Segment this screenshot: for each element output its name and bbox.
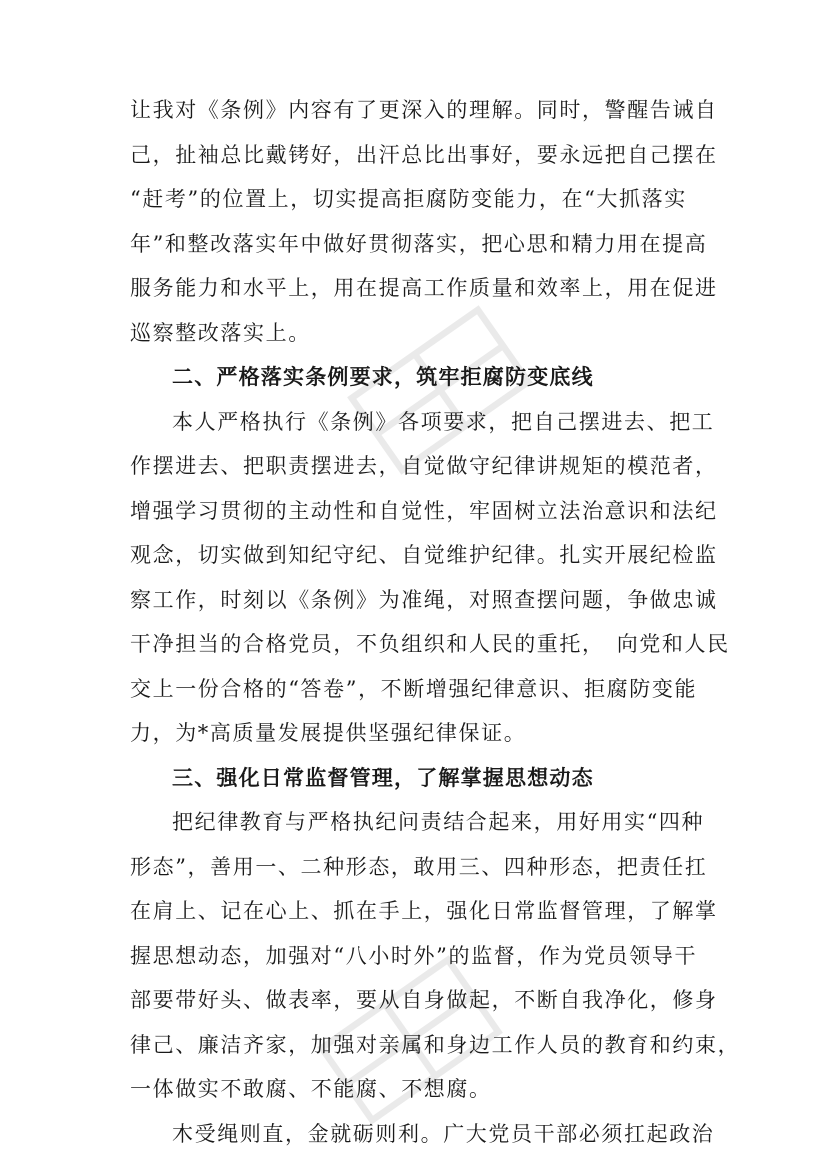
section-heading: 二、严格落实条例要求，筑牢拒腐防变底线	[172, 365, 594, 389]
paragraph-line: 形态”，善用一、二种形态，敢用三、四种形态，把责任扛	[130, 855, 708, 879]
paragraph-line: 察工作，时刻以《条例》为准绳，对照查摆问题，争做忠诚	[130, 588, 718, 612]
paragraph-line: 己，扯袖总比戴铐好，出汗总比出事好，要永远把自己摆在	[130, 143, 718, 167]
paragraph-line: 观念，切实做到知纪守纪、自觉维护纪律。扎实开展纪检监	[130, 543, 718, 567]
paragraph-line: 木受绳则直，金就砺则利。广大党员干部必须扛起政治	[172, 1122, 715, 1146]
paragraph-line: “赶考”的位置上，切实提高拒腐防变能力，在“大抓落实	[130, 187, 687, 211]
paragraph-line: 交上一份合格的“答卷”，不断增强纪律意识、拒腐防变能	[130, 677, 698, 701]
paragraph-line: 增强学习贯彻的主动性和自觉性，牢固树立法治意识和法纪	[130, 499, 718, 523]
paragraph-line: 服务能力和水平上，用在提高工作质量和效率上，用在促进	[130, 276, 718, 300]
paragraph-line: 巡察整改落实上。	[130, 321, 311, 345]
paragraph-line: 一体做实不敢腐、不能腐、不想腐。	[130, 1077, 492, 1101]
paragraph-line: 把纪律教育与严格执纪问责结合起来，用好用实“四种	[172, 810, 705, 834]
paragraph-line: 在肩上、记在心上、抓在手上，强化日常监督管理，了解掌	[130, 899, 718, 923]
paragraph-line: 部要带好头、做表率，要从自身做起，不断自我净化，修身	[130, 988, 718, 1012]
paragraph-line: 年”和整改落实年中做好贯彻落实，把心思和精力用在提高	[130, 232, 708, 256]
paragraph-line: 握思想动态，加强对“八小时外”的监督，作为党员领导干	[130, 944, 698, 968]
paragraph-line: 让我对《条例》内容有了更深入的理解。同时，警醒告诫自	[130, 98, 718, 122]
paragraph-line: 本人严格执行《条例》各项要求，把自己摆进去、把工	[172, 410, 715, 434]
paragraph-line: 律己、廉洁齐家，加强对亲属和身边工作人员的教育和约束，	[130, 1033, 741, 1057]
section-heading: 三、强化日常监督管理，了解掌握思想动态	[172, 766, 594, 790]
paragraph-line: 力，为*高质量发展提供坚强纪律保证。	[130, 721, 527, 745]
paragraph-line: 干净担当的合格党员，不负组织和人民的重托， 向党和人民	[130, 632, 730, 656]
paragraph-line: 作摆进去、把职责摆进去，自觉做守纪律讲规矩的模范者，	[130, 454, 718, 478]
